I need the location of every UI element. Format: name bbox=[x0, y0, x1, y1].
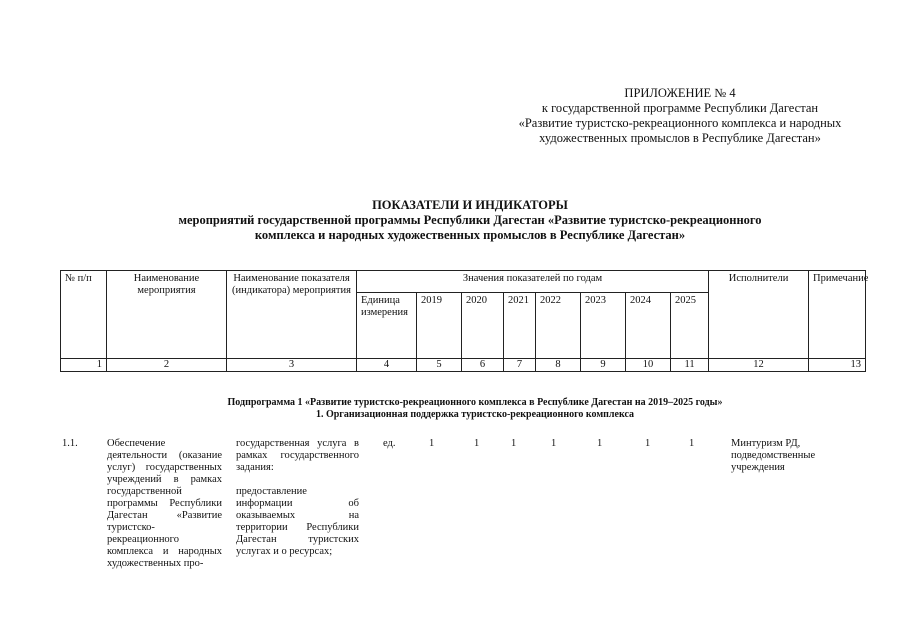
column-number: 9 bbox=[581, 359, 626, 372]
row-value-2022: 1 bbox=[551, 438, 557, 449]
subprogram-title: Подпрограмма 1 «Развитие туристско-рекреационного комплекса в Республике Дагестан на 2019–2025 годы» bbox=[227, 397, 723, 408]
row-event-name: Обеспечение деятельности (оказание услуг) государственных учреждений в рамках государственной программы Республики Дагестан «Развитие туристско-рекреационного комплекса и народных художественных про- bbox=[107, 438, 222, 569]
header-event: Наименование мероприятия bbox=[107, 271, 227, 359]
document-title bbox=[100, 198, 840, 243]
header-indicator: Наименование показателя (индикатора) мероприятия bbox=[227, 271, 357, 359]
column-number: 5 bbox=[417, 359, 462, 372]
header-executors: Исполнители bbox=[709, 271, 809, 359]
column-number: 8 bbox=[536, 359, 581, 372]
column-number: 2 bbox=[107, 359, 227, 372]
column-number: 7 bbox=[504, 359, 536, 372]
header-year-2020: 2020 bbox=[462, 293, 504, 359]
section-title: 1. Организационная поддержка туристско-рекреационного комплекса bbox=[315, 409, 635, 420]
appendix-line-2: к государственной программе Республики Дагестан bbox=[541, 101, 819, 115]
column-number: 6 bbox=[462, 359, 504, 372]
row-value-2025: 1 bbox=[689, 438, 695, 449]
header-year-2025: 2025 bbox=[671, 293, 709, 359]
header-unit: Единица измерения bbox=[357, 293, 417, 359]
subprogram-heading bbox=[130, 397, 820, 421]
appendix-line-4: художественных промыслов в Республике Дагестан» bbox=[539, 131, 821, 145]
indicator-paragraph: государственная услуга в рамках государственного задания: bbox=[236, 438, 359, 473]
header-year-2022: 2022 bbox=[536, 293, 581, 359]
appendix-line-1: ПРИЛОЖЕНИЕ № 4 bbox=[624, 86, 736, 100]
row-value-2021: 1 bbox=[511, 438, 517, 449]
title-line-3: комплекса и народных художественных промыслов в Республике Дагестан» bbox=[254, 228, 686, 242]
row-value-2024: 1 bbox=[645, 438, 651, 449]
header-year-2024: 2024 bbox=[626, 293, 671, 359]
appendix-line-3: «Развитие туристско-рекреационного комплекса и народных bbox=[518, 116, 842, 130]
indicator-paragraph: предоставление информации об оказываемых на территории Республики Дагестан туристских услугах и о ресурсах; bbox=[236, 486, 359, 557]
column-number: 4 bbox=[357, 359, 417, 372]
header-year-2019: 2019 bbox=[417, 293, 462, 359]
column-numbers-row bbox=[61, 359, 866, 372]
row-value-2019: 1 bbox=[429, 438, 435, 449]
header-values: Значения показателей по годам bbox=[357, 271, 709, 293]
column-number: 1 bbox=[61, 359, 107, 372]
title-line-1: ПОКАЗАТЕЛИ И ИНДИКАТОРЫ bbox=[372, 198, 568, 212]
row-number: 1.1. bbox=[62, 438, 78, 449]
row-value-2020: 1 bbox=[474, 438, 480, 449]
header-num: № п/п bbox=[61, 271, 107, 359]
row-unit: ед. bbox=[383, 438, 396, 449]
column-number: 3 bbox=[227, 359, 357, 372]
row-indicator-name bbox=[236, 438, 359, 558]
column-number: 11 bbox=[671, 359, 709, 372]
column-number: 13 bbox=[809, 359, 866, 372]
appendix-block bbox=[480, 86, 880, 146]
indicators-table-header bbox=[60, 270, 869, 372]
title-line-2: мероприятий государственной программы Республики Дагестан «Развитие туристско-рекреационного bbox=[178, 213, 762, 227]
column-number: 12 bbox=[709, 359, 809, 372]
header-year-2021: 2021 bbox=[504, 293, 536, 359]
row-value-2023: 1 bbox=[597, 438, 603, 449]
column-number: 10 bbox=[626, 359, 671, 372]
header-note: Примечание bbox=[809, 271, 866, 359]
row-executor: Минтуризм РД, подведомственные учреждения bbox=[731, 438, 816, 473]
header-year-2023: 2023 bbox=[581, 293, 626, 359]
